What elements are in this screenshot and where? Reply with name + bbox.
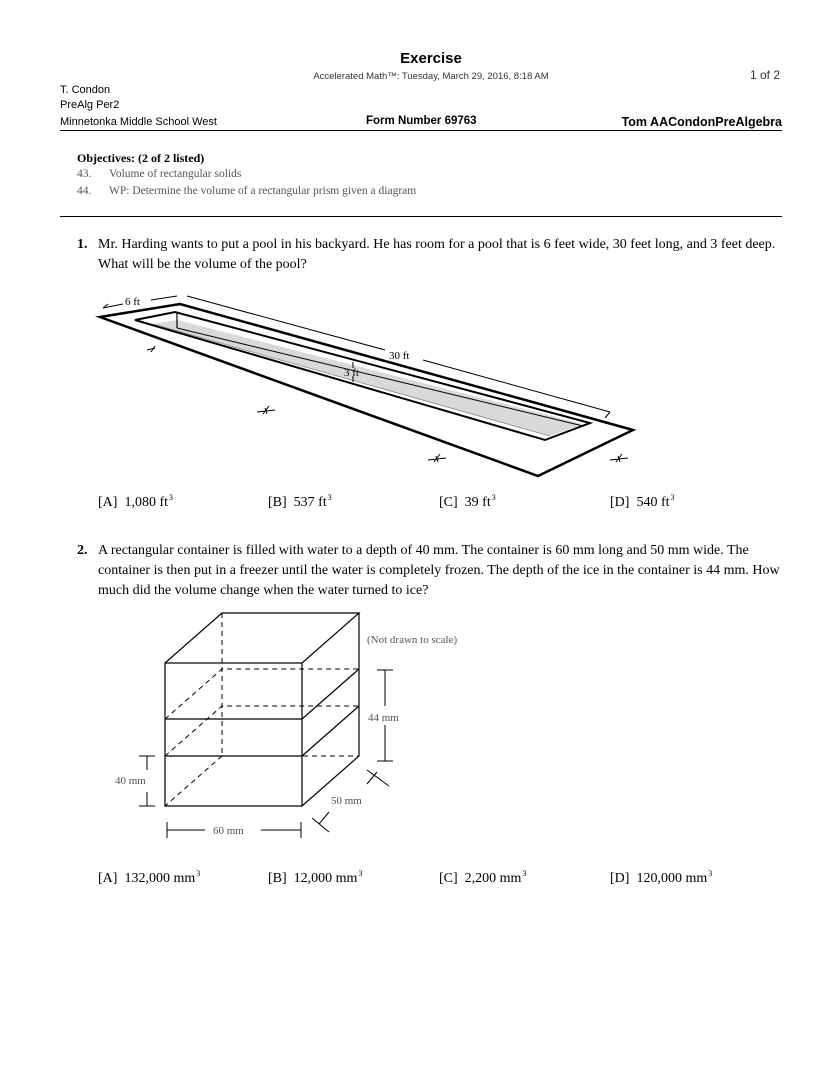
choice-letter: [C]	[439, 495, 458, 510]
choice-exponent: 3	[522, 869, 527, 878]
choice-b[interactable]	[268, 495, 332, 511]
choice-b[interactable]	[268, 871, 362, 887]
pool-width-label: 6 ft	[125, 296, 140, 308]
teacher-name: T. Condon	[60, 84, 111, 96]
choice-letter: [A]	[98, 495, 118, 510]
choice-a[interactable]	[98, 871, 200, 887]
choice-letter: [B]	[268, 871, 287, 886]
choice-d[interactable]	[610, 871, 712, 887]
pool-length-label: 30 ft	[389, 350, 410, 362]
objectives-title: Objectives: (2 of 2 listed)	[77, 151, 205, 165]
objectives-divider	[60, 216, 782, 217]
choice-value: 2,200 mm	[464, 871, 522, 886]
school-name: Minnetonka Middle School West	[60, 116, 217, 128]
student-name: Tom AACondonPreAlgebra	[621, 115, 782, 129]
objective-number: 44.	[77, 185, 92, 197]
page-number: 1 of 2	[749, 68, 780, 82]
choice-exponent: 3	[491, 493, 496, 502]
choice-value: 39 ft	[464, 495, 491, 510]
choice-value: 120,000 mm	[636, 871, 708, 886]
question-text: Mr. Harding wants to put a pool in his backyard. He has room for a pool that is 6 feet wide, 30 feet long, and 3 feet deep. What will be the volume of the pool?	[98, 237, 776, 272]
pool-diagram	[95, 290, 645, 490]
objective-number: 43.	[77, 168, 92, 180]
container-width-label: 50 mm	[331, 795, 362, 807]
choice-letter: [D]	[610, 495, 630, 510]
choice-letter: [B]	[268, 495, 287, 510]
choice-exponent: 3	[670, 493, 675, 502]
choice-d[interactable]	[610, 495, 675, 511]
form-number: Form Number 69763	[366, 115, 477, 127]
choice-exponent: 3	[708, 869, 713, 878]
question-2	[77, 541, 787, 601]
question-text: A rectangular container is filled with water to a depth of 40 mm. The container is 60 mm long and 50 mm wide. The container is then put in a freezer until the water is completely frozen. The depth of the ice in the container is 44 mm. How much did the volume change when the water turned to ice?	[98, 543, 780, 598]
class-name: PreAlg Per2	[60, 99, 120, 111]
choice-value: 537 ft	[293, 495, 327, 510]
page-title: Exercise	[400, 50, 462, 67]
water-depth-label: 40 mm	[115, 775, 146, 787]
not-to-scale-note: (Not drawn to scale)	[367, 634, 458, 646]
question-1	[77, 235, 787, 275]
choice-c[interactable]	[439, 495, 496, 511]
page-subtitle: Accelerated Math™: Tuesday, March 29, 2016, 8:18 AM	[313, 71, 549, 82]
pool-depth-label: 3 ft	[344, 367, 359, 379]
choice-value: 12,000 mm	[293, 871, 358, 886]
choice-exponent: 3	[358, 869, 363, 878]
container-front-face	[165, 663, 302, 806]
choice-exponent: 3	[169, 493, 173, 502]
choice-value: 540 ft	[636, 495, 670, 510]
choice-exponent: 3	[196, 869, 201, 878]
choice-value: 132,000 mm	[124, 871, 196, 886]
choice-letter: [D]	[610, 871, 630, 886]
choice-a[interactable]	[98, 495, 173, 511]
objective-item	[77, 168, 241, 180]
objective-item	[77, 185, 416, 197]
header-divider	[60, 130, 782, 131]
objective-text: WP: Determine the volume of a rectangular prism given a diagram	[109, 185, 417, 197]
choice-letter: [C]	[439, 871, 458, 886]
container-length-label: 60 mm	[213, 825, 244, 837]
choice-exponent: 3	[327, 493, 332, 502]
ice-depth-label: 44 mm	[368, 712, 399, 724]
objective-text: Volume of rectangular solids	[109, 168, 242, 180]
question-number: 1.	[77, 237, 88, 252]
question-number: 2.	[77, 543, 88, 558]
choice-letter: [A]	[98, 871, 118, 886]
container-diagram	[105, 610, 505, 850]
choice-value: 1,080 ft	[124, 495, 168, 510]
choice-c[interactable]	[439, 871, 526, 887]
